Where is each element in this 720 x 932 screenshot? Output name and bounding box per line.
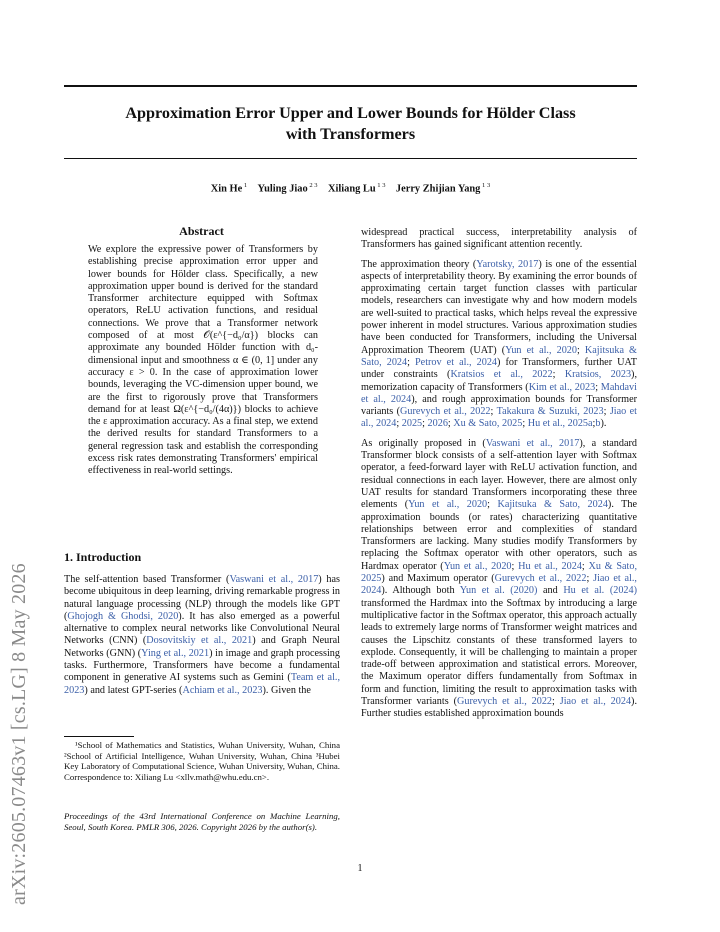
citation-link[interactable]: 2025 bbox=[401, 418, 423, 430]
citation-link[interactable]: Dosovitskiy et al., 2021 bbox=[146, 635, 253, 647]
author-affiliation-mark: 1 bbox=[242, 182, 248, 189]
citation-link[interactable]: Gurevych et al., 2022 bbox=[494, 573, 587, 585]
citation-link[interactable]: Yun et al., 2020 bbox=[408, 499, 488, 511]
citation-link[interactable]: Yarotsky, 2017 bbox=[476, 258, 539, 270]
author-name: Yuling Jiao bbox=[257, 183, 308, 195]
top-rule bbox=[64, 85, 637, 87]
citation-link[interactable]: Xu & Sato, 2025 bbox=[361, 560, 637, 585]
citation-link[interactable]: Ghojogh & Ghodsi, 2020 bbox=[67, 610, 179, 622]
citation-link[interactable]: Yun et al., 2020 bbox=[505, 344, 577, 356]
intro-paragraph-2: The approximation theory (Yarotsky, 2017) is one of the essential aspects of interpretability theory. By examining the error bounds of approximating certain target function classes with particular models, researchers can investigate why and how modern models are well-suited to practical tasks, which helps reveal the expressive power inherent in model structures. Various approximation studies have been conducted for Transformers, including the Universal Approximation Theorem (UAT) (Yun et al., 2020; Kajitsuka & Sato, 2024; Petrov et al., 2024) for Transformers, further UAT under constraints (Kratsios et al., 2022; Kratsios, 2023), memorization capacity of Transformers (Kim et al., 2023; Mahdavi et al., 2024), and rough approximation bounds for Transformer variants (Gurevych et al., 2022; Takakura & Suzuki, 2023; Jiao et al., 2024; 2025; 2026; Xu & Sato, 2025; Hu et al., 2025a;b). bbox=[361, 258, 637, 430]
affiliation-footnote bbox=[64, 740, 340, 782]
citation-link[interactable]: 2026 bbox=[427, 418, 448, 430]
author-list bbox=[64, 182, 637, 194]
citation-link[interactable]: Hu et al., 2025a bbox=[527, 418, 593, 430]
author-name: Xiliang Lu bbox=[327, 183, 376, 195]
citation-link[interactable]: Kajitsuka & Sato, 2024 bbox=[361, 344, 637, 368]
proceedings-note bbox=[64, 811, 340, 832]
citation-link[interactable]: Kratsios, 2023 bbox=[564, 369, 632, 381]
author-affiliation-mark: 1 3 bbox=[375, 182, 386, 189]
author-name: Jerry Zhijian Yang bbox=[395, 183, 481, 195]
citation-link[interactable]: Xu & Sato, 2025 bbox=[453, 418, 523, 430]
citation-link[interactable]: Kratsios et al., 2022 bbox=[450, 369, 553, 381]
affiliation-text: ¹School of Mathematics and Statistics, Wuhan University, Wuhan, China ²School of Artificial Intelligence, Wuhan University, Wuhan, China ³Hubei Key Laboratory of Computational Science, Wuhan University, Wuhan, China. Correspondence to: Xiliang Lu <xllv.math@whu.edu.cn>. bbox=[64, 740, 340, 782]
page-number: 1 bbox=[357, 863, 363, 874]
author-name: Xin He bbox=[210, 183, 243, 195]
citation-link[interactable]: Mahdavi et al., 2024 bbox=[361, 381, 637, 405]
title-line-1: Approximation Error Upper and Lower Bounds for Hölder Class bbox=[125, 104, 576, 122]
citation-link[interactable]: Team et al., 2023 bbox=[64, 672, 340, 696]
abstract-heading: Abstract bbox=[179, 224, 224, 238]
title-bottom-rule bbox=[64, 158, 637, 159]
citation-link[interactable]: Jiao et al., 2024 bbox=[361, 573, 637, 597]
intro-paragraph-1: The self-attention based Transformer (Vaswani et al., 2017) has become ubiquitous in deep learning, driving remarkable progress in natural language processing (NLP) through the models like GPT (Ghojogh & Ghodsi, 2020). It has also emerged as a powerful alternative to complex neural networks like Convolutional Neural Networks (CNN) (Dosovitskiy et al., 2021) and Graph Neural Networks (GNN) (Ying et al., 2021) in image and graph processing tasks. Furthermore, Transformers have become a fundamental component in generative AI systems such as Gemini (Team et al., 2023) and latest GPT-series (Achiam et al., 2023). Given the bbox=[64, 574, 340, 696]
section-heading-introduction: 1. Introduction bbox=[64, 550, 142, 564]
arxiv-stamp: arXiv:2605.07463v1 [cs.LG] 8 May 2026 bbox=[8, 563, 30, 905]
intro-left-column bbox=[64, 574, 340, 704]
citation-link[interactable]: b bbox=[595, 418, 601, 430]
proceedings-text: Proceedings of the 43rd International Conference on Machine Learning, Seoul, South Korea. PMLR 306, 2026. Copyright 2026 by the author(s). bbox=[64, 811, 340, 832]
intro-paragraph-3: As originally proposed in (Vaswani et al., 2017), a standard Transformer block consists of a self-attention layer with Softmax operator, a feed-forward layer with ReLU activation function, and residual connections in each layer. However, there are almost only UAT results for standard Transformers incorporating these three elements (Yun et al., 2020; Kajitsuka & Sato, 2024). The approximation bounds (or rates) characterizing quantitative relationships between error and complexities of standard Transformers are lacking. Many studies modify Transformers by replacing the Softmax operator with other operators, such as Hardmax operator (Yun et al., 2020; Hu et al., 2024; Xu & Sato, 2025) and Maximum operator (Gurevych et al., 2022; Jiao et al., 2024). Although both Yun et al. (2020) and Hu et al. (2024) transformed the Hardmax into the Softmax by introducing a large multiplicative factor in the Softmax operator, this approach actually leads to extremely large norms of Transformer weight matrices and causes the Lipschitz constants of these transformed layers to explode. Consequently, it will be challenging to maintain a proper trade-off between approximation and statistical errors. Moreover, the Maximum operator differs fundamentally from Softmax in form and function, limiting the result to approximation tasks with Transformer variants (Gurevych et al., 2022; Jiao et al., 2024). Further studies established approximation bounds bbox=[361, 437, 637, 720]
citation-link[interactable]: Yun et al., 2020 bbox=[443, 560, 512, 572]
intro-right-column bbox=[361, 227, 637, 728]
citation-link[interactable]: Gurevych et al., 2022 bbox=[400, 406, 491, 418]
citation-link[interactable]: Yun et al. (2020) bbox=[459, 585, 538, 597]
paper-title bbox=[64, 103, 637, 145]
citation-link[interactable]: Hu et al. (2024) bbox=[563, 585, 637, 597]
citation-link[interactable]: Vaswani et al., 2017 bbox=[229, 574, 319, 585]
citation-link[interactable]: Petrov et al., 2024 bbox=[415, 356, 498, 368]
citation-link[interactable]: Achiam et al., 2023 bbox=[182, 684, 263, 696]
author-affiliation-mark: 2 3 bbox=[307, 182, 318, 189]
citation-link[interactable]: Vaswani et al., 2017 bbox=[485, 437, 580, 449]
citation-link[interactable]: Takakura & Suzuki, 2023 bbox=[496, 406, 604, 418]
citation-link[interactable]: Jiao et al., 2024 bbox=[361, 406, 637, 430]
citation-link[interactable]: Gurevych et al., 2022 bbox=[457, 695, 553, 707]
abstract-body bbox=[88, 244, 318, 485]
citation-link[interactable]: Ying et al., 2021 bbox=[141, 647, 210, 659]
citation-link[interactable]: Jiao et al., 2024 bbox=[559, 695, 632, 707]
citation-link[interactable]: Kim et al., 2023 bbox=[528, 381, 596, 393]
abstract-text: We explore the expressive power of Transformers by establishing precise approximation error upper and lower bounds for Hölder class. Specifically, a new approximation upper bound is derived for the standard Transformer architecture equipped with Softmax operators, ReLU activation functions, and residual connections. We prove that a Transformer network composed of at most 𝒪(ε^{−d₀/α}) blocks can approximate any bounded Hölder function with d₀-dimensional input and smoothness α ∈ (0, 1] under any accuracy ε > 0. In the case of approximation lower bounds, leveraging the VC-dimension upper bound, we are the first to rigorously prove that Transformers demand for at least Ω(ε^{−d₀/(4α)}) blocks to achieve the ε approximation accuracy. As a final step, we extend the derived results for standard Transformers to a general regression task and establish the corresponding excess risk rates demonstrating Transformers' empirical effectiveness in real-world settings. bbox=[88, 244, 318, 477]
intro-paragraph-1-continued: widespread practical success, interpretability analysis of Transformers has gained significant attention recently. bbox=[361, 227, 637, 251]
title-line-2: with Transformers bbox=[285, 125, 416, 143]
author-affiliation-mark: 1 3 bbox=[480, 182, 491, 189]
citation-link[interactable]: Hu et al., 2024 bbox=[518, 560, 582, 572]
footnote-rule bbox=[64, 736, 134, 737]
citation-link[interactable]: Kajitsuka & Sato, 2024 bbox=[497, 499, 608, 511]
